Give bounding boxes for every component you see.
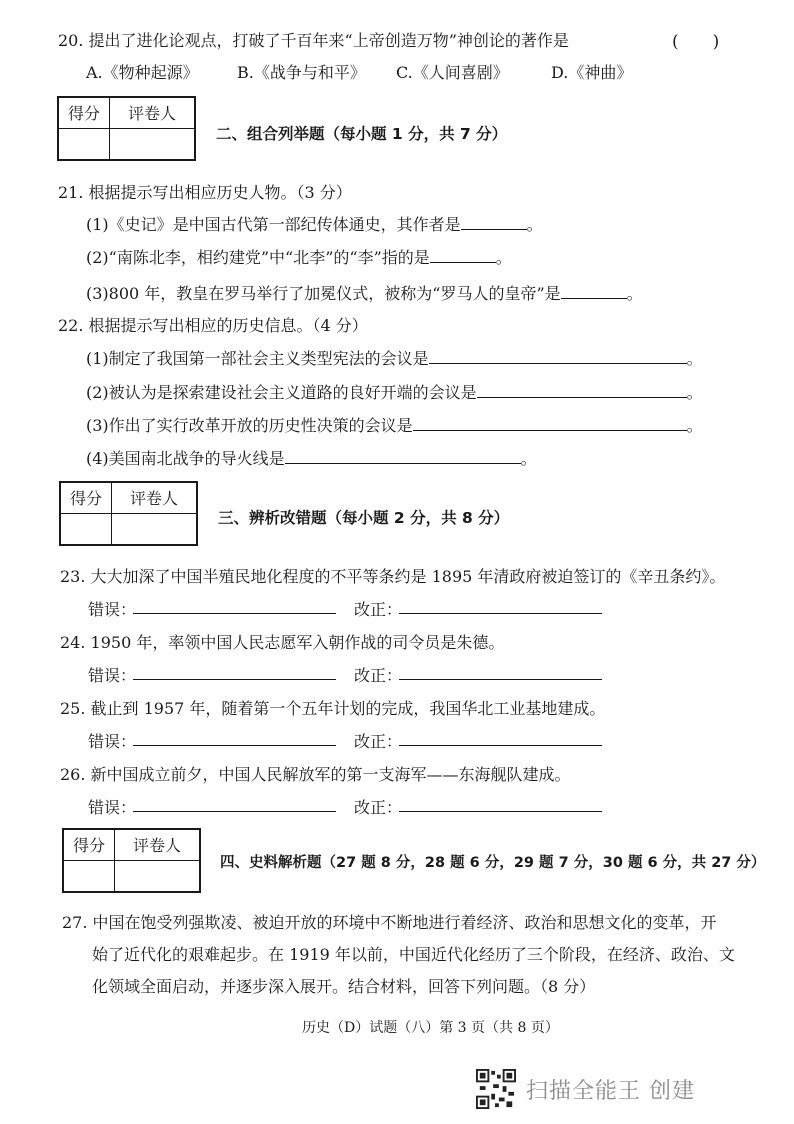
q22-item-1-text: (1)制定了我国第一部社会主义类型宪法的会议是 [86,349,429,368]
answer-blank[interactable] [429,349,687,364]
fix-blank[interactable] [399,745,602,746]
score-label: 得分 [60,482,112,513]
end-mark: 。 [626,284,643,303]
option-a: A.《物种起源》 [86,63,199,82]
answer-parentheses[interactable]: ( ) [672,32,720,52]
error-blank[interactable] [133,613,336,614]
answer-blank[interactable] [477,383,687,398]
option-b: B.《战争与和平》 [237,63,366,82]
end-mark: 。 [686,416,703,435]
section-4-title: 四、史料解析题（27 题 8 分，28 题 6 分，29 题 7 分，30 题 6 分，共 27 分） [220,855,766,871]
error-blank[interactable] [133,745,336,746]
answer-blank[interactable] [561,284,627,299]
error-label: 错误： [88,798,137,817]
q21-item-1-text: (1)《史记》是中国古代第一部纪传体通史，其作者是 [86,215,461,234]
fix-label: 改正： [354,798,403,817]
fix-label: 改正： [354,732,403,751]
watermark-text: 扫描全能王 创建 [526,1079,695,1104]
q22-item-2 [86,380,703,403]
q21-item-2 [86,245,512,268]
score-cell[interactable] [58,128,110,160]
grader-label: 评卷人 [110,97,196,128]
option-d: D.《神曲》 [551,63,633,82]
question-27-line-2: 始了近代化的艰难起步。在 1919 年以前，中国近代化经历了三个阶段，在经济、政治、文 [92,945,735,964]
score-label: 得分 [58,97,110,128]
score-box [59,481,198,546]
end-mark: 。 [686,383,703,402]
answer-blank[interactable] [430,248,496,263]
answer-blank[interactable] [413,416,687,431]
score-cell[interactable] [63,860,115,892]
error-blank[interactable] [133,811,336,812]
section-3-title: 三、辨析改错题（每小题 2 分，共 8 分） [218,509,510,527]
error-label: 错误： [88,666,137,685]
fix-label: 改正： [354,666,403,685]
question-26: 26. 新中国成立前夕，中国人民解放军的第一支海军——东海舰队建成。 [60,765,571,784]
error-label: 错误： [88,732,137,751]
q21-item-2-text: (2)“南陈北李，相约建党”中“北李”的“李”指的是 [86,248,430,267]
grader-label: 评卷人 [112,482,198,513]
end-mark: 。 [520,449,537,468]
end-mark: 。 [495,248,512,267]
grader-cell[interactable] [112,513,198,545]
score-label: 得分 [63,829,115,860]
question-22: 22. 根据提示写出相应的历史信息。（4 分） [58,316,368,335]
question-20: 20. 提出了进化论观点，打破了千百年来“上帝创造万物”神创论的著作是 [58,31,569,50]
end-mark: 。 [526,215,543,234]
qr-code-icon [476,1069,516,1109]
score-cell[interactable] [60,513,112,545]
question-23: 23. 大大加深了中国半殖民地化程度的不平等条约是 1895 年清政府被迫签订的《辛丑条约》。 [60,567,726,586]
q22-item-2-text: (2)被认为是探索建设社会主义道路的良好开端的会议是 [86,383,477,402]
option-c: C.《人间喜剧》 [396,63,509,82]
fix-blank[interactable] [399,679,602,680]
fix-blank[interactable] [399,811,602,812]
answer-blank[interactable] [285,449,521,464]
q22-item-4 [86,446,537,469]
question-25: 25. 截止到 1957 年，随着第一个五年计划的完成，我国华北工业基地建成。 [60,699,606,718]
question-27-line-3: 化领域全面启动，并逐步深入展开。结合材料，回答下列问题。（8 分） [92,977,596,996]
error-label: 错误： [88,600,137,619]
question-21: 21. 根据提示写出相应历史人物。（3 分） [58,183,352,202]
answer-blank[interactable] [461,215,527,230]
q22-item-1 [86,346,703,369]
q21-item-1 [86,212,543,235]
fix-blank[interactable] [399,613,602,614]
end-mark: 。 [686,349,703,368]
error-blank[interactable] [133,679,336,680]
grader-cell[interactable] [115,860,201,892]
q22-item-3-text: (3)作出了实行改革开放的历史性决策的会议是 [86,416,413,435]
score-box [62,828,201,893]
page-footer: 历史（D）试题（八）第 3 页（共 8 页） [302,1020,559,1036]
q21-item-3 [86,281,643,304]
q22-item-3 [86,413,703,436]
grader-cell[interactable] [110,128,196,160]
q22-item-4-text: (4)美国南北战争的导火线是 [86,449,285,468]
q21-item-3-text: (3)800 年，教皇在罗马举行了加冕仪式，被称为“罗马人的皇帝”是 [86,284,561,303]
score-box [57,96,196,161]
grader-label: 评卷人 [115,829,201,860]
fix-label: 改正： [354,600,403,619]
question-27-line-1: 27. 中国在饱受列强欺凌、被迫开放的环境中不断地进行着经济、政治和思想文化的变革，开 [62,913,717,932]
section-2-title: 二、组合列举题（每小题 1 分，共 7 分） [216,125,508,143]
question-24: 24. 1950 年，率领中国人民志愿军入朝作战的司令员是朱德。 [60,633,505,652]
